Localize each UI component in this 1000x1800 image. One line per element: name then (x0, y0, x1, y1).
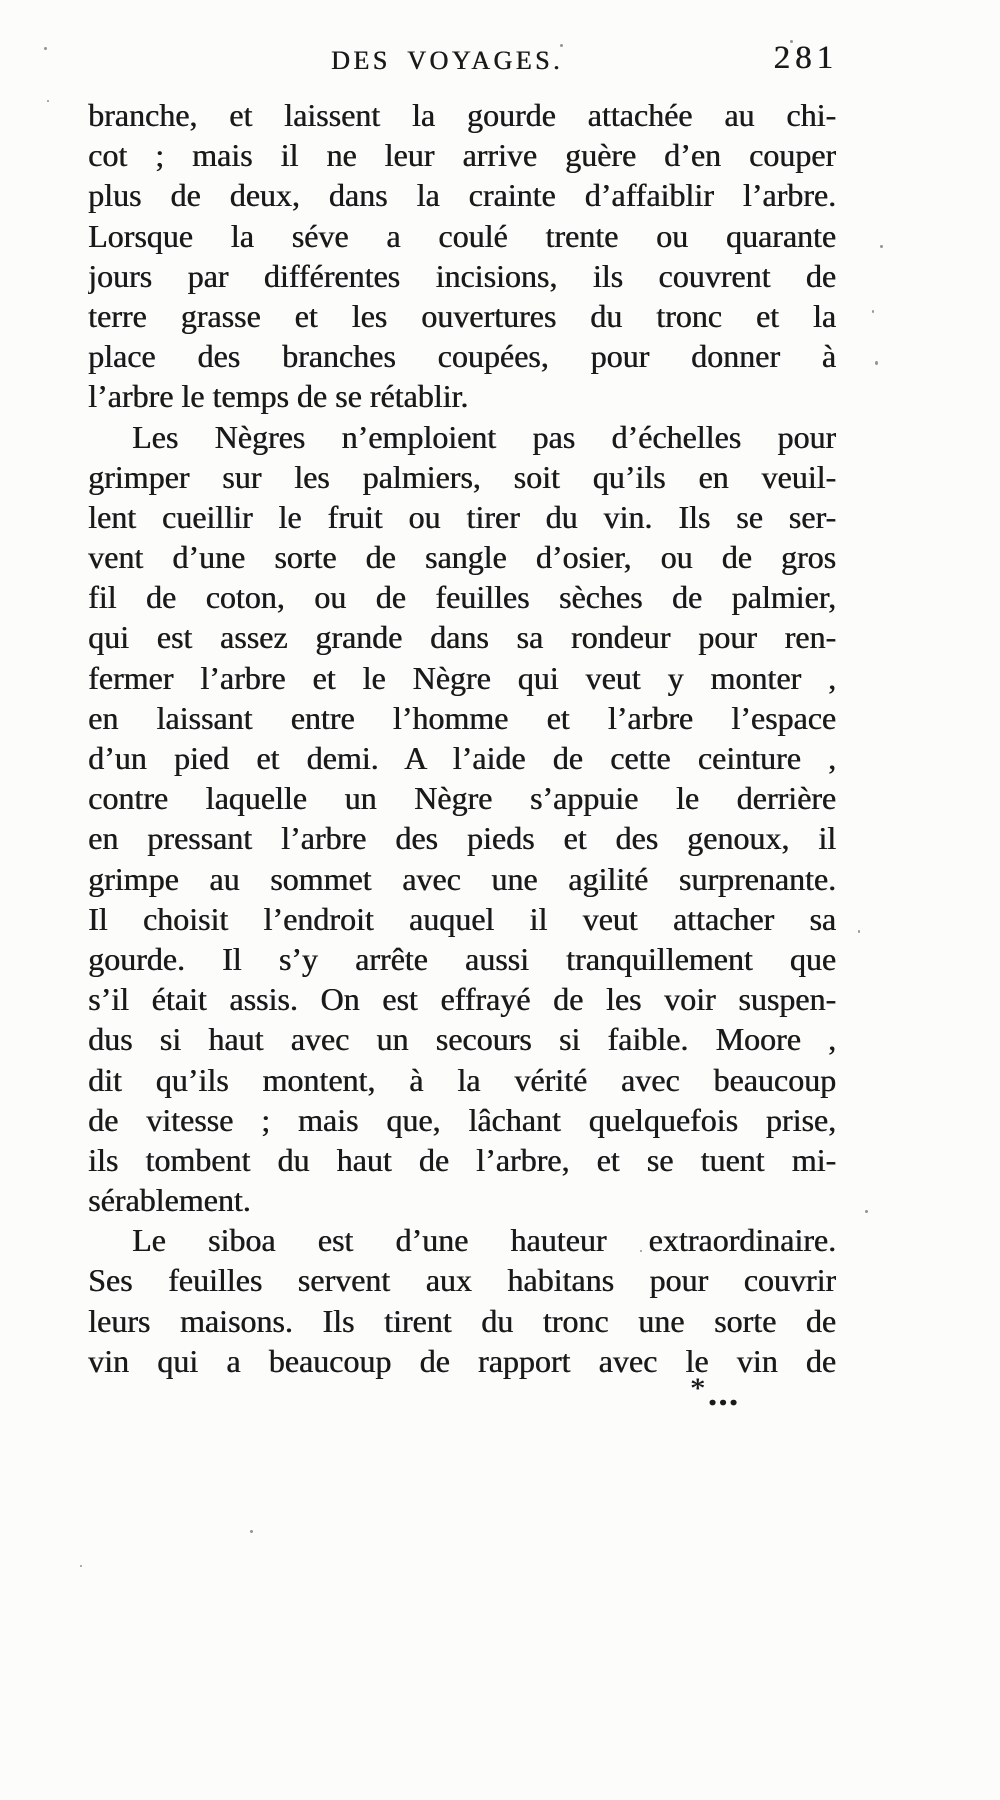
text-line: grimper sur les palmiers, soit qu’ils en veuil- (88, 458, 836, 495)
text-line: grimpe au sommet avec une agilité surprenante. (88, 860, 836, 897)
scan-speck (865, 1210, 868, 1213)
text-column (88, 0, 836, 1800)
text-line: en laissant entre l’homme et l’arbre l’espace (88, 699, 836, 736)
scan-speck (880, 245, 883, 248)
text-line: Lorsque la séve a coulé trente ou quarante (88, 217, 836, 254)
text-line: de vitesse ; mais que, lâchant quelquefois prise, (88, 1101, 836, 1138)
text-line: terre grasse et les ouvertures du tronc et la (88, 297, 836, 334)
page-number: 281 (773, 40, 838, 76)
text-line: plus de deux, dans la crainte d’affaiblir l’arbre. (88, 177, 836, 214)
text-line: en pressant l’arbre des pieds et des genoux, il (88, 820, 836, 857)
text-line: Les Nègres n’emploient pas d’échelles pour (132, 418, 836, 455)
text-line: lent cueillir le fruit ou tirer du vin. Ils se ser- (88, 498, 836, 535)
text-line: place des branches coupées, pour donner à (88, 338, 836, 375)
text-line: d’un pied et demi. A l’aide de cette ceinture , (88, 740, 836, 776)
scan-speck (80, 1565, 82, 1567)
scan-speck (47, 100, 49, 102)
scan-speck (44, 47, 47, 50)
text-line: s’il était assis. On est effrayé de les voir suspen- (88, 981, 836, 1018)
scan-speck (858, 930, 860, 933)
scan-speck (875, 361, 878, 365)
text-line: vent d’une sorte de sangle d’osier, ou de gros (88, 539, 836, 576)
text-line: Ses feuilles servent aux habitans pour couvrir (88, 1262, 836, 1299)
text-line: sérablement. (88, 1182, 251, 1219)
text-line: contre laquelle un Nègre s’appuie le derrière (88, 780, 836, 817)
text-line: leurs maisons. Ils tirent du tronc une sorte de (88, 1302, 836, 1339)
text-line: gourde. Il s’y arrête aussi tranquillement que (88, 940, 836, 977)
signature-star: * (690, 1372, 705, 1405)
text-line: vin qui a beaucoup de rapport avec le vin de (88, 1342, 836, 1379)
signature-dots: ... (708, 1376, 740, 1413)
text-line: fil de coton, ou de feuilles sèches de palmier, (88, 579, 836, 616)
text-line: fermer l’arbre et le Nègre qui veut y monter , (88, 659, 836, 696)
text-line: branche, et laissent la gourde attachée au chi- (88, 97, 836, 133)
text-line: qui est assez grande dans sa rondeur pour ren- (88, 619, 836, 656)
text-block (88, 95, 836, 1381)
text-line: Il choisit l’endroit auquel il veut attacher sa (88, 900, 836, 937)
running-title: DES VOYAGES. (331, 46, 563, 75)
text-line: ils tombent du haut de l’arbre, et se tuent mi- (88, 1141, 836, 1178)
text-line: Le siboa est d’une hauteur extraordinaire. (132, 1222, 836, 1259)
text-line: jours par différentes incisions, ils couvrent de (88, 257, 836, 294)
text-line: dit qu’ils montent, à la vérité avec beaucoup (88, 1061, 836, 1098)
text-line: dus si haut avec un secours si faible. Moore , (88, 1021, 836, 1058)
signature-mark (88, 1372, 836, 1432)
text-line: l’arbre le temps de se rétablir. (88, 378, 469, 415)
text-line: cot ; mais il ne leur arrive guère d’en couper (88, 137, 836, 174)
scan-speck (872, 310, 874, 313)
